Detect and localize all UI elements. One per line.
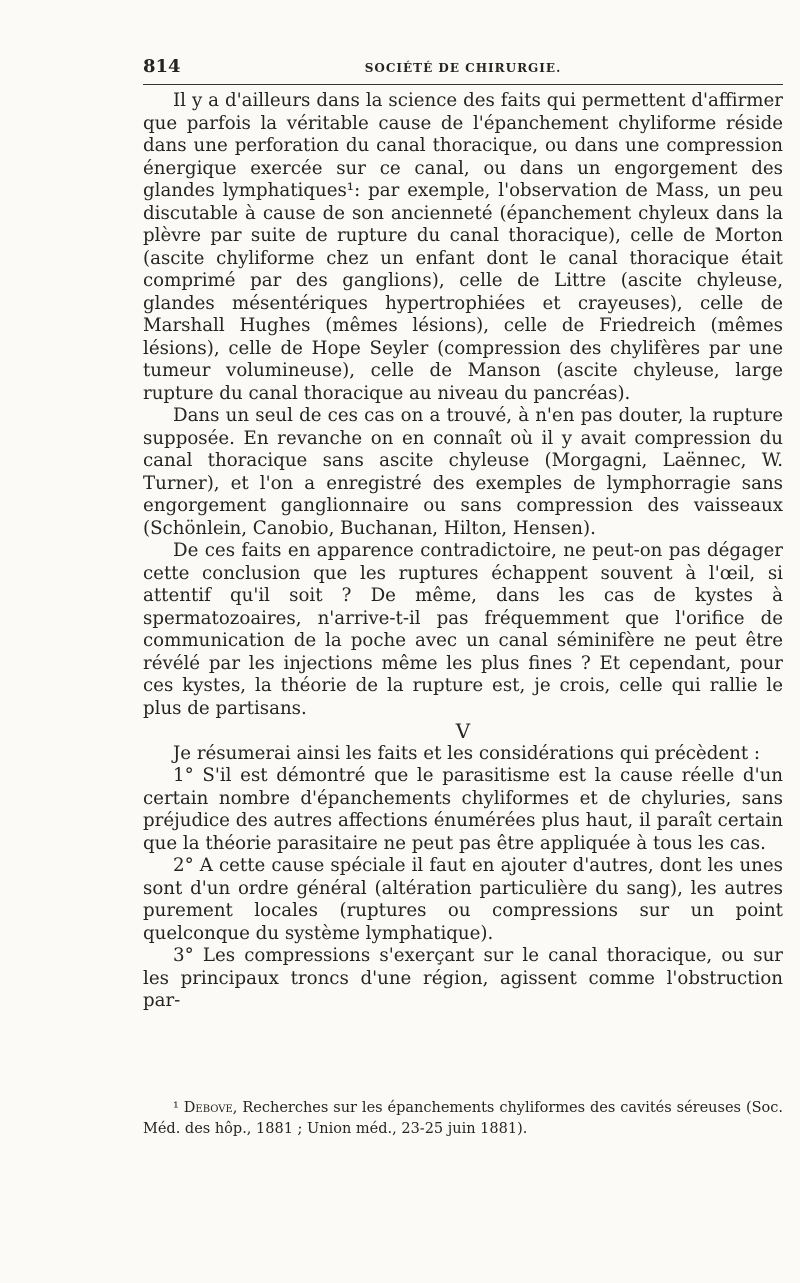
section-number: V	[455, 719, 471, 743]
running-title: SOCIÉTÉ DE CHIRURGIE.	[364, 61, 562, 75]
page-number: 814	[143, 56, 181, 77]
paragraph-1: Il y a d'ailleurs dans la science des faits qui permettent d'affirmer que parfois la véritable cause de l'épanchement chyliforme réside dans une perforation du canal thoracique, ou dans une compression énergique exercée sur ce canal, ou dans un engorgement des glandes lymphatiques¹: par exemple, l'observation de Mass, un peu discutable à cause de son ancienneté (épanchement chyleux dans la plèvre par suite de rupture du canal thoracique), celle de Morton (ascite chyliforme chez un enfant dont le canal thoracique était comprimé par des ganglions), celle de Littre (ascite chyleuse, glandes mésentériques hypertrophiées et crayeuses), celle de Marshall Hughes (mêmes lésions), celle de Friedreich (mêmes lésions), celle de Hope Seyler (compression des chylifères par une tumeur volumineuse), celle de Manson (ascite chyleuse, large rupture du canal thoracique au niveau du pancréas).	[143, 90, 783, 404]
header-rule	[143, 84, 783, 85]
footnote	[143, 1098, 783, 1140]
page-header	[143, 56, 783, 82]
footnote-author: Debove	[183, 1100, 233, 1116]
summary-point-2: 2° A cette cause spéciale il faut en ajouter d'autres, dont les unes sont d'un ordre général (altération particulière du sang), les autres purement locales (ruptures ou compressions sur un point quelconque du système lymphatique).	[143, 855, 783, 944]
summary-point-3: 3° Les compressions s'exerçant sur le canal thoracique, ou sur les principaux troncs d'une région, agissent comme l'obstruction par-	[143, 945, 783, 1011]
footnote-text: , Recherches sur les épanchements chyliformes des cavités séreuses (Soc. Méd. des hôp., 1881 ; Union méd., 23-25 juin 1881).	[143, 1100, 783, 1137]
paragraph-2: Dans un seul de ces cas on a trouvé, à n'en pas douter, la rupture supposée. En revanche on en connaît où il y avait compression du canal thoracique sans ascite chyleuse (Morgagni, Laënnec, W. Turner), et l'on a enregistré des exemples de lymphorragie sans engorgement ganglionnaire ou sans compression des vaisseaux (Schönlein, Canobio, Buchanan, Hilton, Hensen).	[143, 405, 783, 539]
body-text	[143, 90, 783, 1013]
summary-intro: Je résumerai ainsi les faits et les considérations qui précèdent :	[173, 742, 761, 764]
summary-point-1: 1° S'il est démontré que le parasitisme est la cause réelle d'un certain nombre d'épanchements chyliformes et de chyluries, sans préjudice des autres affections énumérées plus haut, il paraît certain que la théorie parasitaire ne peut pas être appliquée à tous les cas.	[143, 765, 783, 854]
footnote-marker: ¹	[173, 1100, 179, 1116]
paragraph-3: De ces faits en apparence contradictoire, ne peut-on pas dégager cette conclusion que les ruptures échappent souvent à l'œil, si attentif qu'il soit ? De même, dans les cas de kystes à spermatozoaires, n'arrive-t-il pas fréquemment que l'orifice de communication de la poche avec un canal séminifère ne peut être révélé par les injections même les plus fines ? Et cependant, pour ces kystes, la théorie de la rupture est, je crois, celle qui rallie le plus de partisans.	[143, 540, 783, 719]
